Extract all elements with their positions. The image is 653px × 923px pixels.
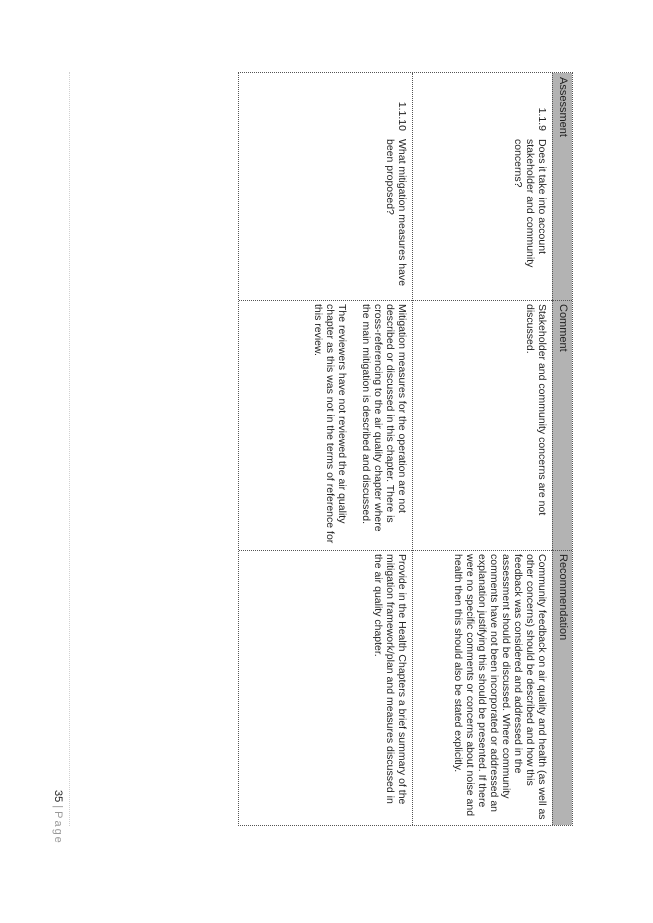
row-1-number: 1.1.9 — [536, 107, 548, 131]
header-recommendation: Recommendation — [552, 550, 572, 825]
row-2-comment-paragraph-1: Mitigation measures for the operation are not described or discussed in this chapter. There is cross-referencing to the air quality chapter where the main mitigation is described and discussed. — [360, 304, 408, 532]
header-comment: Comment — [552, 300, 572, 550]
page-separator: | — [52, 805, 64, 809]
row-1-recommendation: Community feedback on air quality and health (as well as other concerns) should be described and how this feedback was considered and addressed in the assessment should be discussed. Where community comments have not been incorporated or addressed an explanation justifying this should be presented. If there were no specific comments or concerns about noise and health then this should also be stated explicitly. — [452, 554, 548, 820]
row-1-comment: Stakeholder and community concerns are not discussed. — [524, 304, 548, 516]
row-2-recommendation: Provide in the Health Chapters a brief summary of the mitigation framework/plan and measures discussed in the air quality chapter. — [372, 554, 408, 805]
footer-divider — [69, 72, 70, 826]
row-2-comment — [309, 300, 411, 550]
assessment-table — [238, 72, 573, 826]
row-divider — [412, 73, 413, 825]
header-assessment: Assessment — [552, 73, 572, 300]
page-footer — [52, 790, 64, 845]
page-number: 35 — [52, 790, 64, 803]
row-2-number: 1.1.10 — [396, 101, 408, 131]
row-1-question: Does it take into account stakeholder and community concerns? — [512, 139, 548, 268]
page-word: Page — [52, 811, 64, 845]
row-2-comment-paragraph-2: The reviewers have not reviewed the air quality chapter as this was not in the terms of reference for this review. — [312, 304, 348, 544]
row-2-question: What mitigation measures have been proposed? — [384, 139, 408, 287]
